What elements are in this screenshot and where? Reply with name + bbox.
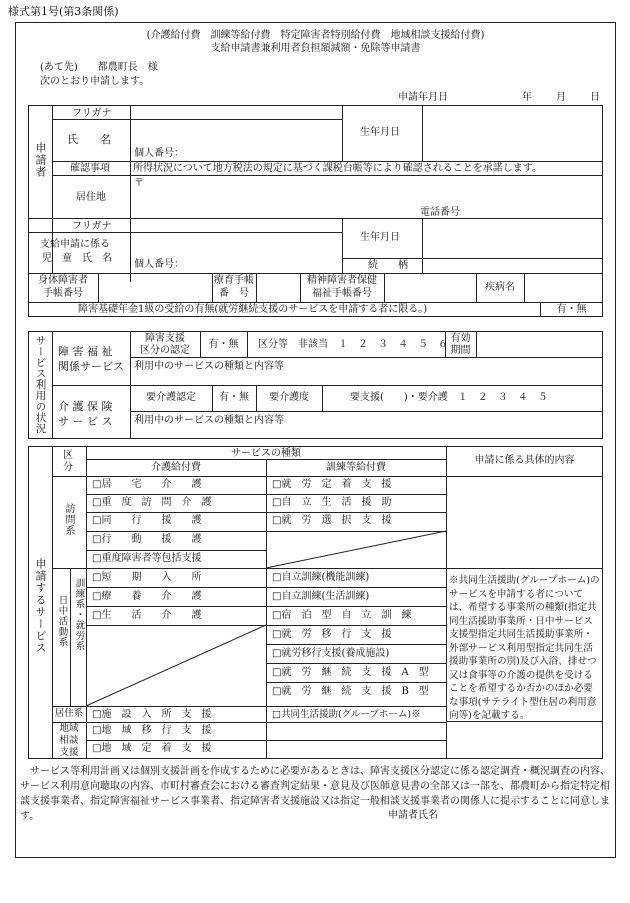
checkbox-community-transition[interactable]: □地 域 移 行 支 援: [92, 725, 212, 736]
checkbox-accompany-support[interactable]: □同 行 援 護: [92, 515, 202, 526]
current-care-service-label: 利用中のサービスの種類と内容等: [134, 415, 284, 426]
service-status-section-label: サービス利用の状況: [34, 335, 47, 434]
addressee: (あて先) 都農町長 様: [40, 62, 158, 73]
name-label: 氏 名: [67, 133, 111, 146]
checkbox-independent-living[interactable]: □自 立 生 活 援 助: [272, 497, 392, 508]
requested-services-section-label: 申請するサービス: [34, 558, 47, 654]
care-level-label: 要介護度: [269, 392, 309, 403]
pension-yes-no[interactable]: 有・無: [556, 304, 587, 315]
community-category-label-1: 地域: [59, 723, 79, 734]
residence-category-label: 居住系: [54, 708, 84, 719]
date-day: 日: [590, 92, 600, 103]
checkbox-behavior-support[interactable]: □行 動 援 護: [92, 534, 202, 545]
form-title-benefits: (介護給付費 訓練等給付費 特定障害者特別給付費 地域相談支援給付費): [146, 30, 485, 41]
care-level-options[interactable]: 要支援( )・要介護 １ ２ ３ ４ ５: [350, 392, 548, 403]
welfare-service-label-2: 関係サービス: [58, 360, 124, 373]
mental-handbook-label-2: 福祉手帳番号: [312, 288, 372, 299]
category-label-part2: 分: [63, 462, 73, 473]
furigana-label: フリガナ: [72, 108, 112, 119]
group-home-note: ※共同生活援助(グループホーム)のサービスを申請する者については、希望する事業所の種類(指定共同生活援助事業所・日中サービス支援型指定共同生活援助事業所・外部サービス利用型指定共同生活援助事業所の別)及び入浴、排せつ又は食事等の介護の提供を受けることを希望するか否かのほか必要な事項(サテライト型住居の利用意向等)を記載する。: [449, 575, 600, 721]
kunren-header: 訓練等給付費: [326, 462, 386, 473]
checkbox-facility-admission[interactable]: □施 設 入 所 支 援: [92, 709, 212, 720]
child-personal-number-label: 個人番号：: [134, 259, 184, 270]
care-insurance-label-2: サ ー ビ ス: [58, 415, 113, 428]
birth-date-label: 生年月日: [360, 127, 400, 138]
intro-text: 次のとおり申請します。: [40, 76, 150, 87]
ryoiku-handbook-label-2: 番 号: [219, 288, 249, 299]
checkbox-employment-selection[interactable]: □就 労 選 択 支 援: [272, 515, 392, 526]
address-label: 居住地: [76, 192, 106, 203]
signature-label: 申請者氏名: [388, 810, 438, 821]
form-number: 様式第1号(第3条関係): [8, 5, 119, 18]
checkbox-home-care[interactable]: □居 宅 介 護: [92, 479, 202, 490]
confirmation-label: 確認事項: [70, 163, 110, 174]
community-category-label-3: 支援: [59, 747, 79, 758]
mental-handbook-label-1: 精神障害者保健: [307, 275, 377, 286]
physical-handbook-label-1: 身体障害者: [38, 275, 88, 286]
valid-period-label-2: 期間: [450, 345, 471, 356]
service-types-header: サービスの種類: [231, 448, 301, 459]
child-birth-date-label: 生年月日: [360, 232, 400, 243]
kaigo-header: 介護給付費: [151, 462, 201, 473]
detail-header: 申請に係る具体的内容: [474, 455, 575, 466]
confirmation-text: 所得状況について地方税法の規定に基づく課税台帳等により確認されることを承諾します。: [133, 163, 542, 174]
checkbox-community-settlement[interactable]: □地 域 定 着 支 援: [92, 743, 212, 754]
form-title: 支給申請書兼利用者負担額減額・免除等申請書: [210, 43, 421, 54]
checkbox-severe-visit-care[interactable]: □重 度 訪 問 介 護: [92, 497, 212, 508]
checkbox-employment-transition-training[interactable]: □就労移行支援(養成施設): [272, 648, 390, 659]
disease-label: 疾病名: [485, 282, 515, 293]
training-category-label: 訓練系・就労系: [73, 578, 85, 652]
checkbox-medical-care[interactable]: □療 養 介 護: [92, 591, 202, 602]
consent-text: サービス等利用計画又は個別支援計画を作成するために必要があるときは、障害支援区分認定に係る認定調査・概況調査の内容、サービス利用意向聴取の内容、市町村審査会における審査判定結果・意見及び医師意見書の全部又は一部を、都農町から指定特定相談支援事業者、指定障害福祉サービス事業者、指定障害者支援施設又は指定一般相談支援事業者の関係人に提示することに同意します。: [20, 766, 610, 822]
personal-number-label: 個人番号：: [134, 148, 184, 159]
pension-question: 障害基礎年金1級の受給の有無(就労継続支援のサービスを申請する者に限る。): [78, 304, 428, 315]
applicant-section-label: 申請者: [34, 142, 47, 178]
category-label-part1: 区: [63, 450, 73, 461]
checkbox-employment-transition[interactable]: □就 労 移 行 支 援: [272, 629, 392, 640]
checkbox-residential-training[interactable]: □宿 泊 型 自 立 訓 練: [272, 610, 412, 621]
relation-label: 続 柄: [368, 260, 408, 271]
checkbox-continuous-employment-b[interactable]: □就 労 継 続 支 援 B 型: [272, 686, 429, 697]
checkbox-comprehensive-support[interactable]: □重度障害者等包括支援: [92, 553, 202, 564]
support-class-label-1: 障害支援: [145, 333, 185, 344]
application-date-label: 申請年月日: [398, 92, 448, 103]
checkbox-short-stay[interactable]: □短 期 入 所: [92, 572, 202, 583]
support-class-yes-no[interactable]: 有・無: [208, 339, 239, 350]
checkbox-continuous-employment-a[interactable]: □就 労 継 続 支 援 A 型: [272, 667, 429, 678]
checkbox-group-home[interactable]: □共同生活援助(グループホーム)※: [272, 709, 421, 720]
physical-handbook-label-2: 手帳番号: [43, 288, 83, 299]
postal-mark: 〒: [134, 178, 144, 189]
community-category-label-2: 相談: [59, 735, 79, 746]
support-class-label-2: 区分の認定: [140, 345, 190, 356]
ryoiku-handbook-label-1: 療育手帳: [214, 275, 254, 286]
care-insurance-label-1: 介 護 保 険: [58, 400, 113, 413]
welfare-service-label-1: 障 害 福 祉: [58, 345, 113, 358]
care-certification-yes-no[interactable]: 有・無: [219, 392, 249, 403]
day-activity-category-label: 日中活動系: [56, 595, 68, 648]
visit-category-label: 訪問系: [63, 503, 74, 536]
checkbox-life-training[interactable]: □自立訓練(生活訓練): [272, 591, 370, 602]
current-welfare-service-label: 利用中のサービスの種類と内容等: [134, 361, 284, 372]
date-month: 月: [556, 92, 566, 103]
date-year: 年: [522, 92, 532, 103]
child-name-label-2: 児 童 氏 名: [42, 253, 112, 264]
checkbox-functional-training[interactable]: □自立訓練(機能訓練): [272, 572, 370, 583]
phone-label: 電話番号: [420, 207, 460, 218]
child-furigana-label: フリガナ: [72, 221, 112, 232]
child-name-label-1: 支給申請に係る: [40, 239, 110, 250]
care-certification-label: 要介護認定: [146, 392, 196, 403]
checkbox-life-care[interactable]: □生 活 介 護: [92, 610, 202, 621]
support-class-levels[interactable]: 区分等 非該当 １ ２ ３ ４ ５ ６: [258, 339, 448, 350]
checkbox-employment-retention[interactable]: □就 労 定 着 支 援: [272, 479, 392, 490]
valid-period-label-1: 有効: [450, 333, 471, 344]
